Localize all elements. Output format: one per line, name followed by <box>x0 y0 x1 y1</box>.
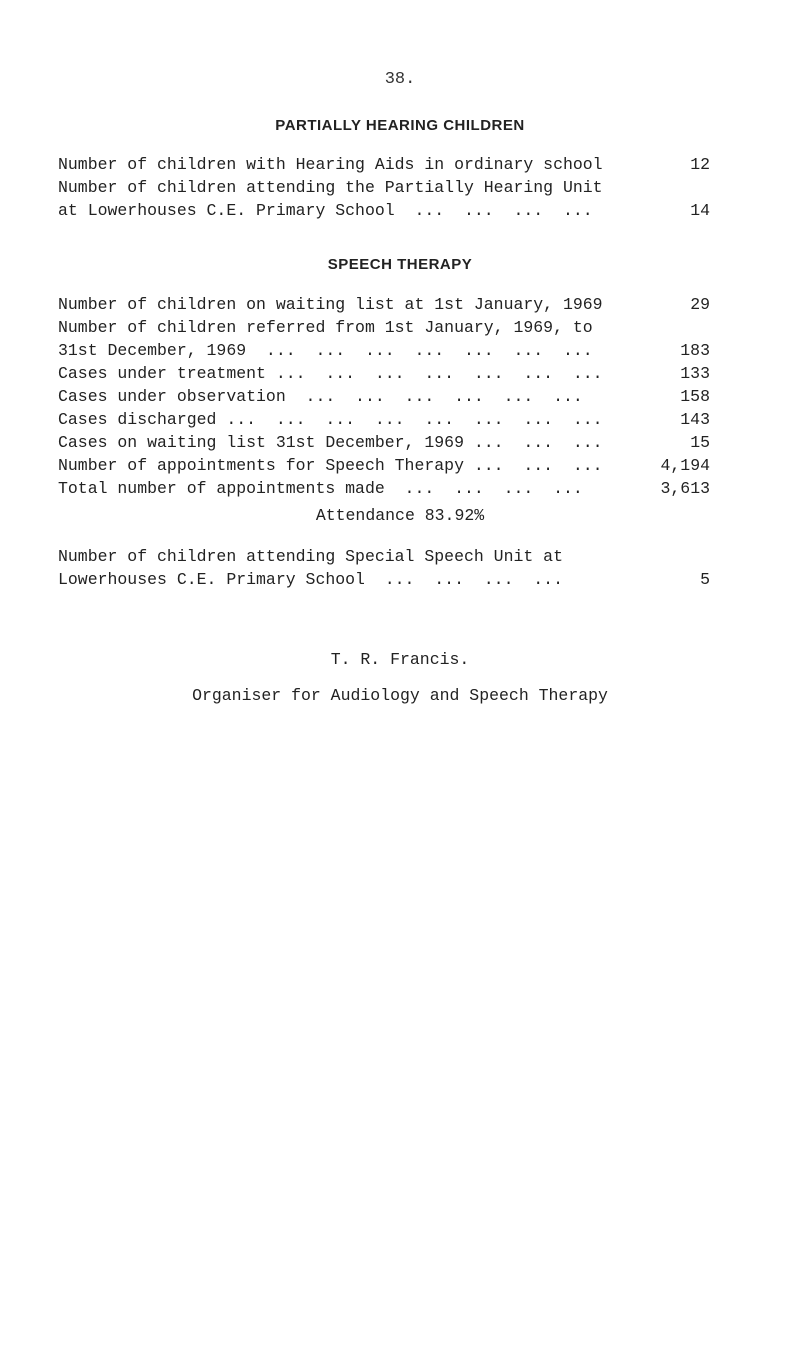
table-row <box>58 363 710 385</box>
row-value: 29 <box>690 295 710 314</box>
table-row <box>58 294 710 316</box>
table-row <box>58 432 710 454</box>
row-value: 12 <box>690 155 710 174</box>
row-label: Total number of appointments made ... ... ... ... <box>58 479 583 498</box>
section-heading-hearing: PARTIALLY HEARING CHILDREN <box>275 117 525 134</box>
row-label: Cases under treatment ... ... ... ... ... ... ... <box>58 364 603 383</box>
section-heading-speech: SPEECH THERAPY <box>327 256 473 273</box>
row-value: 4,194 <box>660 456 710 475</box>
row-label: Cases on waiting list 31st December, 1969 ... ... ... <box>58 433 603 452</box>
row-value: 5 <box>700 570 710 589</box>
row-value: 15 <box>690 433 710 452</box>
table-row <box>58 154 710 176</box>
table-row <box>58 546 710 568</box>
table-row <box>58 317 710 339</box>
row-value: 143 <box>680 410 710 429</box>
row-label: Number of children on waiting list at 1st January, 1969 <box>58 295 603 314</box>
row-label: 31st December, 1969 ... ... ... ... ... ... ... <box>58 341 593 360</box>
row-value: 14 <box>690 201 710 220</box>
row-label: Number of children attending the Partially Hearing Unit <box>58 178 603 197</box>
row-label: Number of children referred from 1st January, 1969, to <box>58 318 593 337</box>
table-row <box>58 386 710 408</box>
attendance-text: Attendance 83.92% <box>315 506 485 525</box>
table-row <box>58 200 710 222</box>
table-row <box>58 455 710 477</box>
table-row <box>58 340 710 362</box>
row-value: 158 <box>680 387 710 406</box>
row-value: 183 <box>680 341 710 360</box>
page-number: 38. <box>384 70 416 89</box>
row-label: Number of appointments for Speech Therapy ... ... ... <box>58 456 603 475</box>
row-label: at Lowerhouses C.E. Primary School ... ... ... ... <box>58 201 593 220</box>
row-label: Cases under observation ... ... ... ... ... ... <box>58 387 583 406</box>
row-label: Lowerhouses C.E. Primary School ... ... ... ... <box>58 570 563 589</box>
row-label: Cases discharged ... ... ... ... ... ... ... ... <box>58 410 603 429</box>
table-row <box>58 177 710 199</box>
row-value: 3,613 <box>660 479 710 498</box>
table-row <box>58 478 710 500</box>
table-row <box>58 409 710 431</box>
row-label: Number of children with Hearing Aids in ordinary school <box>58 155 603 174</box>
row-value: 133 <box>680 364 710 383</box>
signature-name: T. R. Francis. <box>330 650 470 669</box>
signature-title: Organiser for Audiology and Speech Therapy <box>192 686 608 705</box>
table-row <box>58 569 710 591</box>
row-label: Number of children attending Special Speech Unit at <box>58 547 563 566</box>
